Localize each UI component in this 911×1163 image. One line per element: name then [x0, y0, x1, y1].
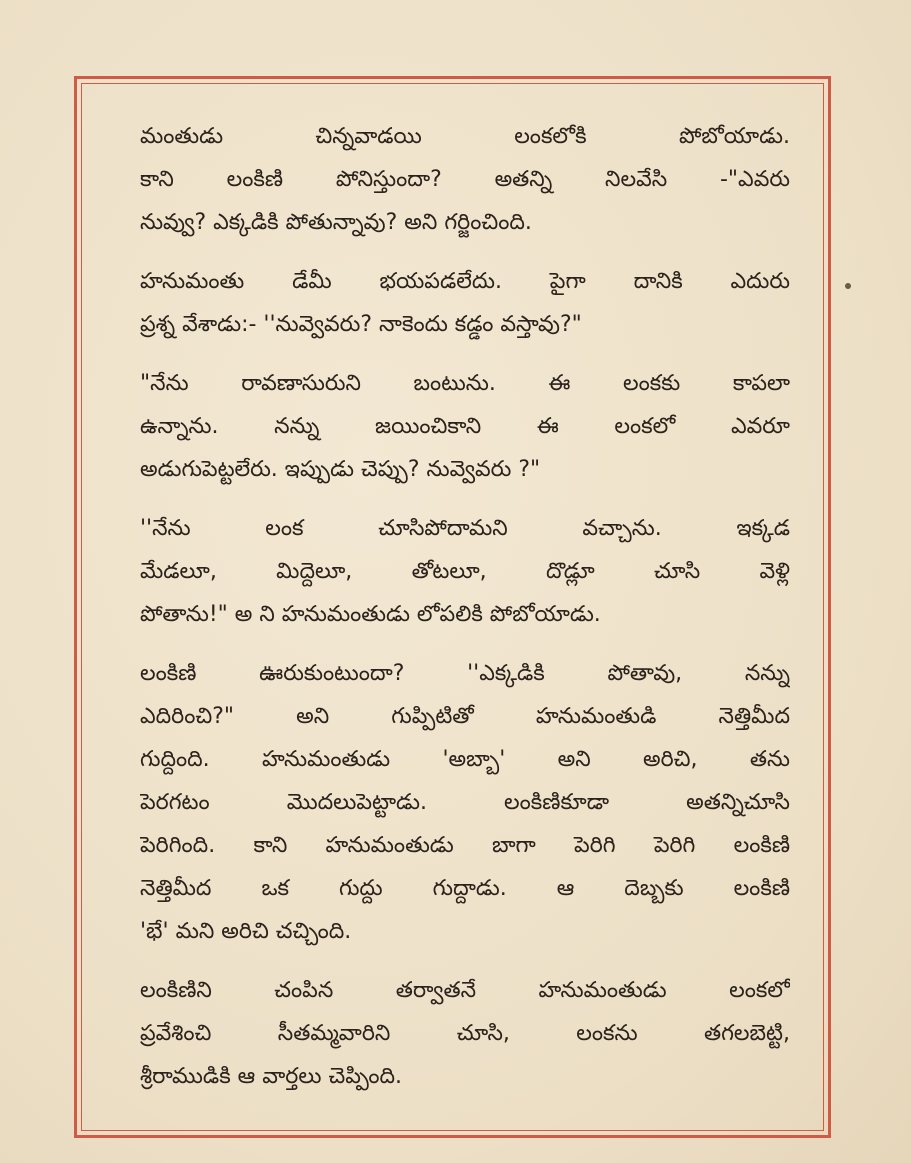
text-line: ఉన్నాను. నన్ను జయించికాని ఈ లంకలో ఎవరూ	[140, 414, 790, 439]
text-line: నువ్వు? ఎక్కడికి పోతున్నావు? అని గర్జించింది.	[140, 210, 532, 235]
story-text	[140, 115, 790, 1114]
text-line: కాని లంకిణి పోనిస్తుందా? అతన్ని నిలవేసి -"ఎవరు	[140, 167, 790, 192]
text-line: పెరిగింది. కాని హనుమంతుడు బాగా పెరిగి పెరిగి లంకిణి	[140, 833, 790, 858]
paragraph-1	[140, 115, 790, 244]
ink-speck	[845, 283, 851, 289]
text-line: ''నేను లంక చూసిపోదామని వచ్చాను. ఇక్కడ	[140, 516, 790, 541]
paragraph-5	[140, 652, 790, 953]
text-line: ప్రశ్న వేశాడు:- ''నువ్వెవరు? నాకెందు కడ్డం వస్తావు?"	[140, 312, 582, 337]
paragraph-6	[140, 969, 790, 1098]
paragraph-2	[140, 260, 790, 346]
text-line: ప్రవేశించి సీతమ్మవారిని చూసి, లంకను తగలబెట్టి,	[140, 1021, 790, 1046]
text-line: లంకిణిని చంపిన తర్వాతనే హనుమంతుడు లంకలో	[140, 978, 790, 1003]
text-line: "నేను రావణాసురుని బంటును. ఈ లంకకు కాపలా	[140, 371, 790, 396]
text-line: పెరగటం మొదలుపెట్టాడు. లంకిణికూడా అతన్నిచూసి	[140, 790, 790, 815]
text-line: లంకిణి ఊరుకుంటుందా? ''ఎక్కడికి పోతావు, నన్ను	[140, 661, 790, 686]
text-line: మేడలూ, మిద్దెలూ, తోటలూ, దొడ్లూ చూసి వెళ్లి	[140, 559, 790, 584]
text-line: నెత్తిమీద ఒక గుద్దు గుద్దాడు. ఆ దెబ్బకు లంకిణి	[140, 876, 790, 901]
text-line: ఎదిరించి?" అని గుప్పిటితో హనుమంతుడి నెత్తిమీద	[140, 704, 790, 729]
paragraph-3	[140, 362, 790, 491]
text-line: 'భే' మని అరిచి చచ్చింది.	[140, 919, 352, 944]
text-line: పోతాను!" అ ని హనుమంతుడు లోపలికి పోబోయాడు.	[140, 602, 601, 627]
text-line: మంతుడు చిన్నవాడయి లంకలోకి పోబోయాడు.	[140, 124, 790, 149]
text-line: గుద్దింది. హనుమంతుడు 'అబ్బా' అని అరిచి, తను	[140, 747, 790, 772]
text-line: హనుమంతు డేమీ భయపడలేదు. పైగా దానికి ఎదురు	[140, 269, 790, 294]
paragraph-4	[140, 507, 790, 636]
text-line: అడుగుపెట్టలేరు. ఇప్పుడు చెప్పు? నువ్వెవరు ?"	[140, 457, 541, 482]
text-line: శ్రీరాముడికి ఆ వార్తలు చెప్పింది.	[140, 1064, 403, 1089]
